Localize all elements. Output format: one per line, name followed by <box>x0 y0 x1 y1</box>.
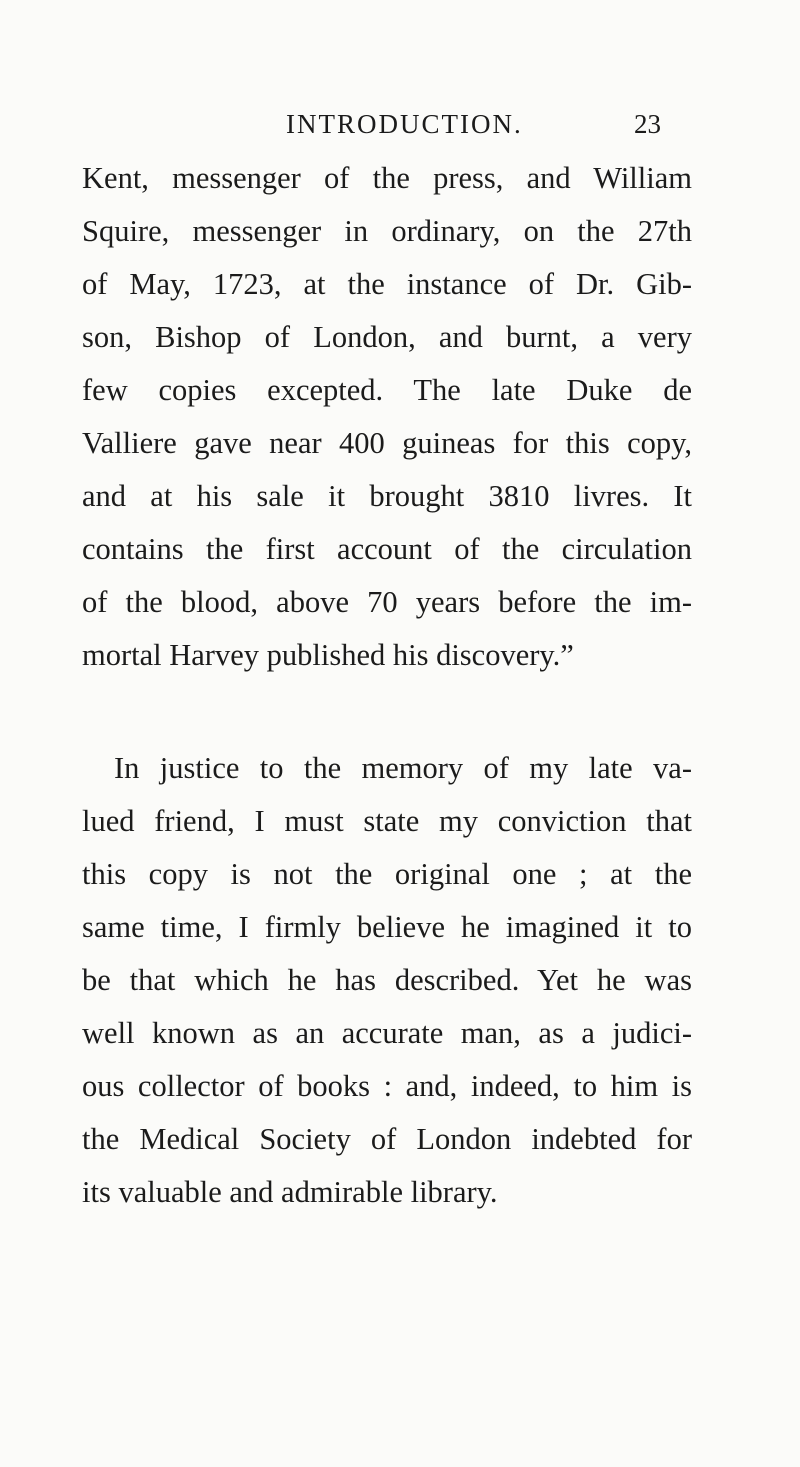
text-line: this copy is not the original one ; at the <box>82 857 692 891</box>
running-title: INTRODUCTION. <box>286 109 523 139</box>
text-line: mortal Harvey published his discovery.” <box>82 638 574 672</box>
text-line: of May, 1723, at the instance of Dr. Gib- <box>82 267 692 301</box>
text-line: contains the first account of the circulation <box>82 532 692 566</box>
text-line: its valuable and admirable library. <box>82 1175 498 1209</box>
text-line: of the blood, above 70 years before the im- <box>82 585 692 619</box>
text-line: son, Bishop of London, and burnt, a very <box>82 320 692 354</box>
text-line: be that which he has described. Yet he was <box>82 963 692 997</box>
text-line: Valliere gave near 400 guineas for this copy, <box>82 426 692 460</box>
page-number: 23 <box>634 109 661 139</box>
running-head <box>0 104 800 144</box>
text-line: ous collector of books : and, indeed, to him is <box>82 1069 692 1103</box>
text-line: In justice to the memory of my late va- <box>114 751 692 785</box>
text-line: and at his sale it brought 3810 livres. It <box>82 479 692 513</box>
text-line: well known as an accurate man, as a judici- <box>82 1016 692 1050</box>
text-line: Squire, messenger in ordinary, on the 27th <box>82 214 692 248</box>
text-line: Kent, messenger of the press, and William <box>82 161 692 195</box>
paragraph-1 <box>82 152 692 682</box>
text-line: lued friend, I must state my conviction that <box>82 804 692 838</box>
paragraph-gap <box>82 682 692 742</box>
text-line: same time, I firmly believe he imagined it to <box>82 910 692 944</box>
body-text <box>82 152 692 1219</box>
text-line: the Medical Society of London indebted for <box>82 1122 692 1156</box>
text-line: few copies excepted. The late Duke de <box>82 373 692 407</box>
paragraph-2 <box>82 742 692 1219</box>
